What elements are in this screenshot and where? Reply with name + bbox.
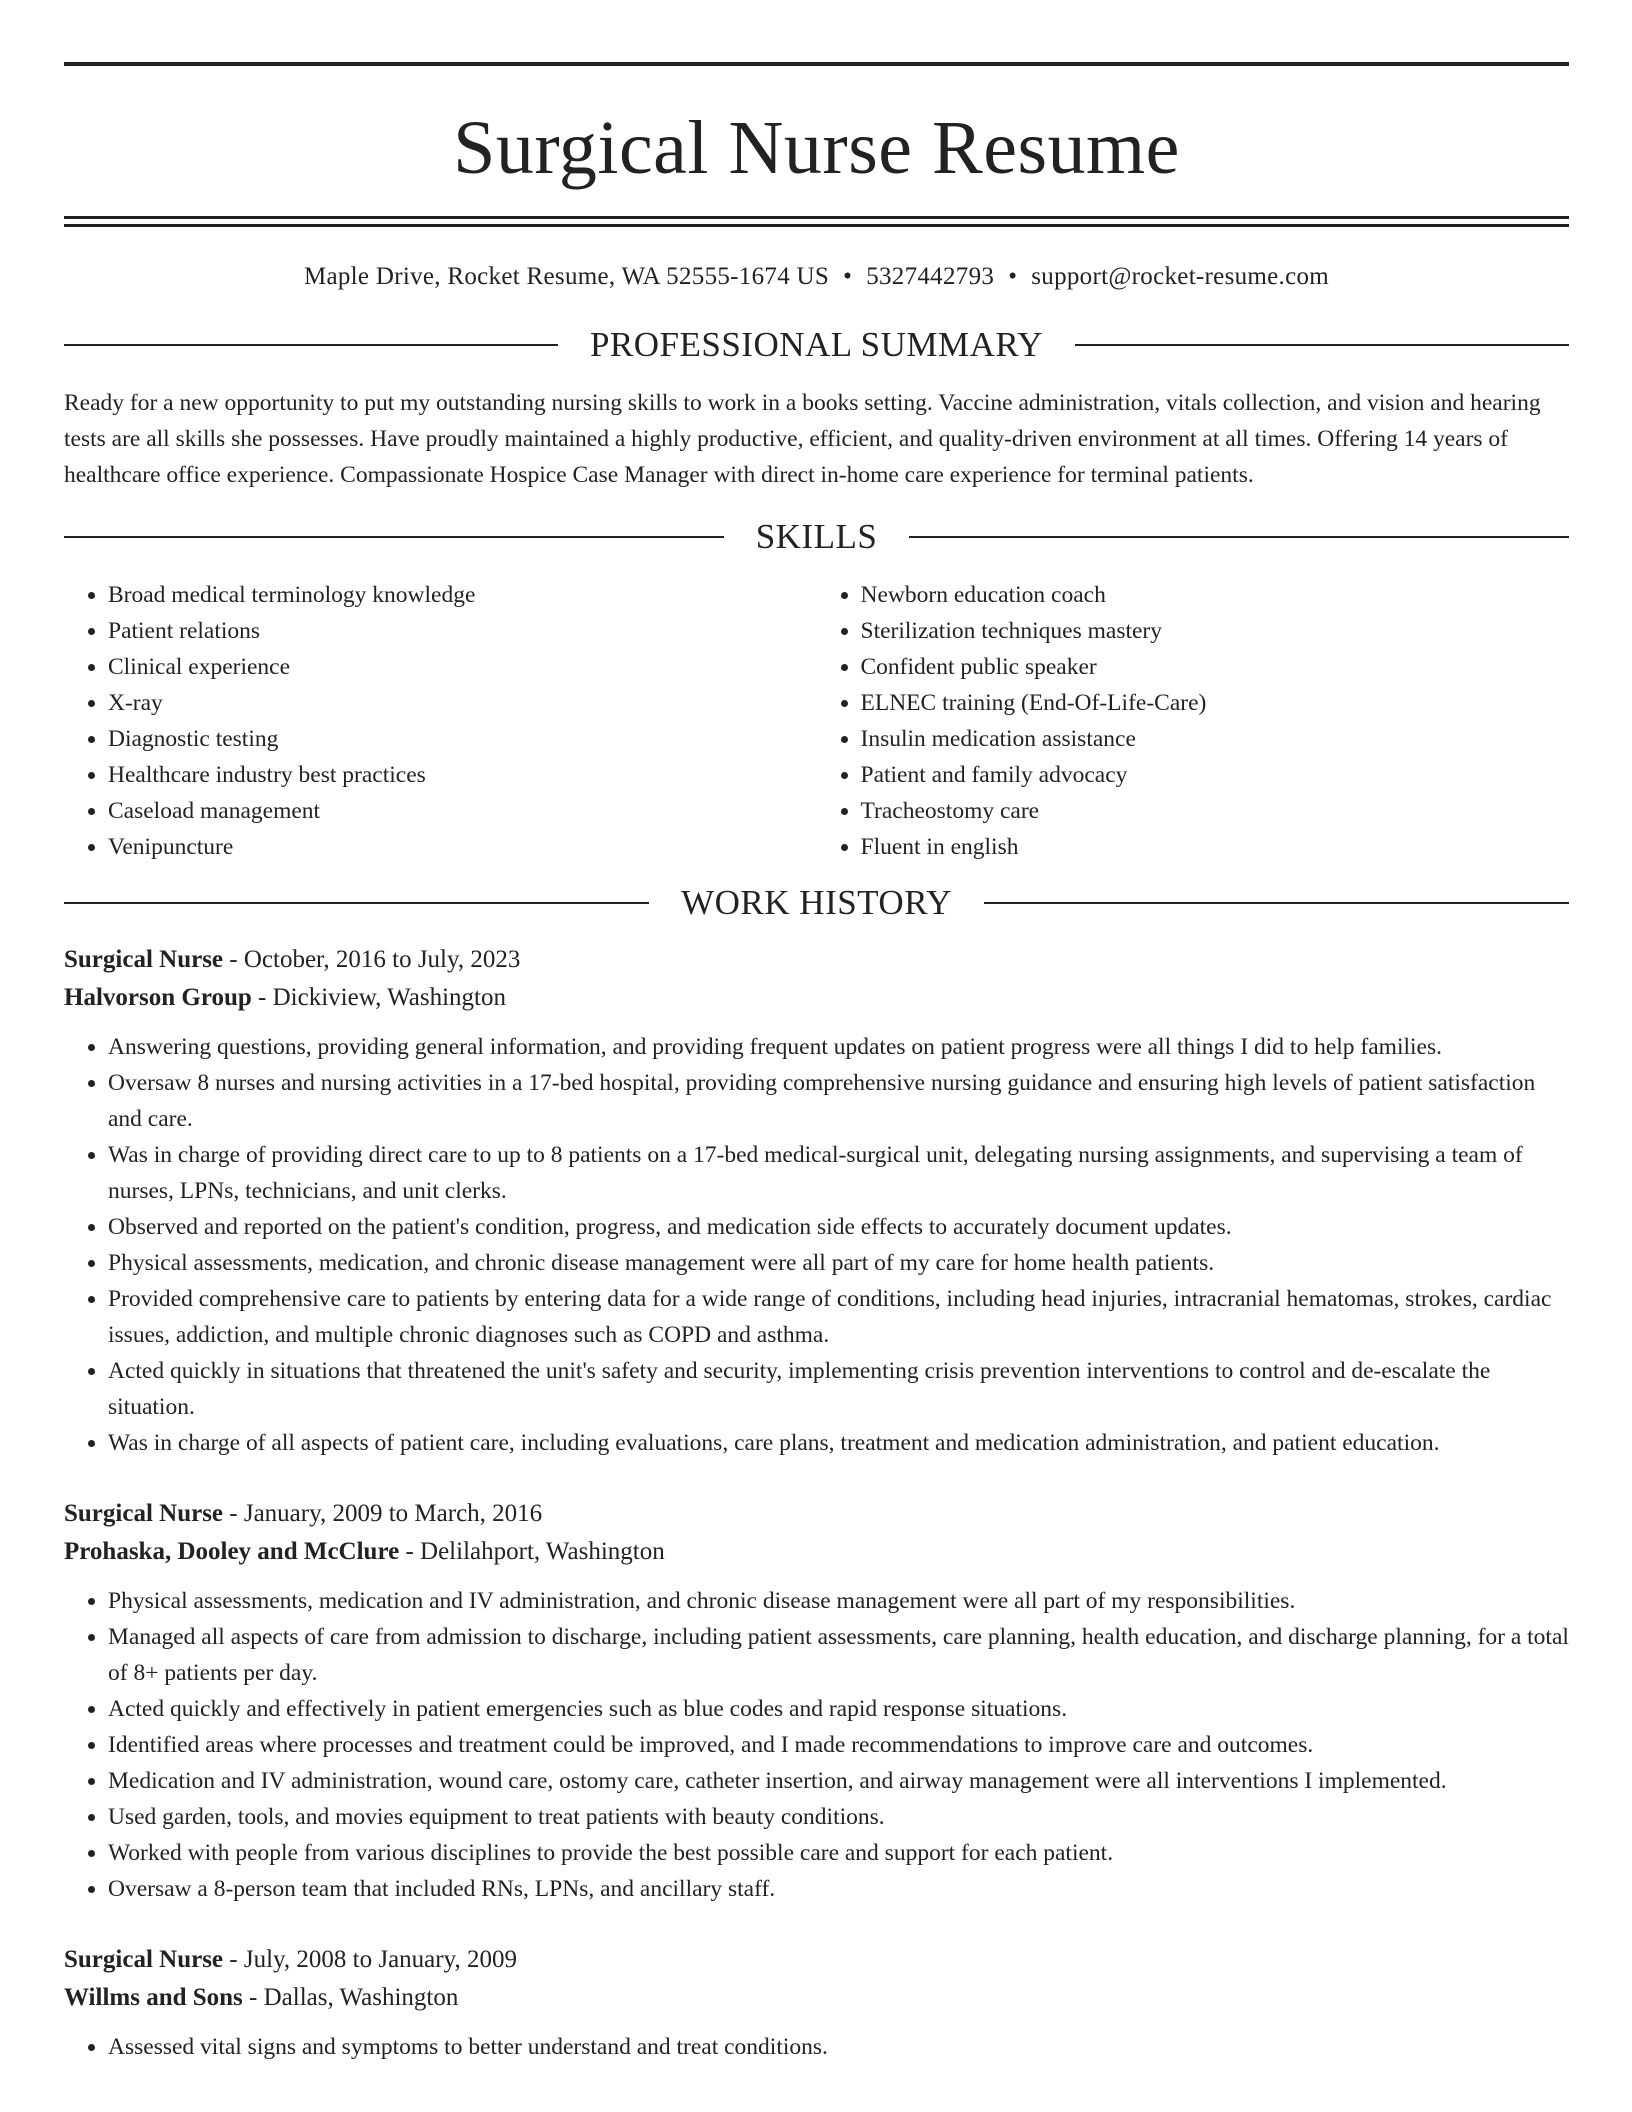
skill-item: • Caseload management (108, 793, 817, 829)
job-bullet: • Used garden, tools, and movies equipment to treat patients with beauty conditions. (108, 1799, 1569, 1835)
heading-rule-right (1075, 344, 1569, 346)
job-dates: - October, 2016 to July, 2023 (223, 946, 521, 973)
job-bullet: • Answering questions, providing general information, and providing frequent updates on patient progress were all things I did to help families. (108, 1029, 1569, 1065)
skill-item: • Tracheostomy care (861, 793, 1570, 829)
skill-item: • Newborn education coach (861, 577, 1570, 613)
job-title: Surgical Nurse (64, 1500, 224, 1527)
skill-item: • ELNEC training (End-Of-Life-Care) (861, 685, 1570, 721)
job-bullets (64, 1029, 1569, 1461)
job-bullets (64, 1583, 1569, 1907)
job-bullet: • Physical assessments, medication and IV administration, and chronic disease management were all part of my responsibilities. (108, 1583, 1569, 1619)
title-double-rule (64, 216, 1569, 227)
job-entry (64, 941, 1569, 1461)
skill-item: • Confident public speaker (861, 649, 1570, 685)
job-title-line (64, 1941, 1569, 1979)
summary-text: Ready for a new opportunity to put my outstanding nursing skills to work in a books setting. Vaccine administration, vitals collection, and vision and hearing tests are all skills she possesses. Have proudly maintained a highly productive, efficient, and quality-driven environment at all times. Offering 14 years of healthcare office experience. Compassionate Hospice Case Manager with direct in-home care experience for terminal patients. (64, 390, 1541, 488)
job-location: - Dallas, Washington (242, 1984, 459, 2011)
job-bullet: • Was in charge of providing direct care to up to 8 patients on a 17-bed medical-surgical unit, delegating nursing assignments, and supervising a team of nurses, LPNs, technicians, and unit clerks. (108, 1137, 1569, 1209)
job-company: Willms and Sons (64, 1984, 243, 2011)
job-bullet: • Medication and IV administration, wound care, ostomy care, catheter insertion, and airway management were all interventions I implemented. (108, 1763, 1569, 1799)
heading-rule-left (64, 344, 558, 346)
job-company-line (64, 1533, 1569, 1571)
resume-page (64, 62, 1569, 2065)
skills-columns (64, 577, 1569, 865)
job-company: Prohaska, Dooley and McClure (64, 1538, 400, 1565)
job-company-line (64, 979, 1569, 1017)
job-bullet: • Was in charge of all aspects of patient care, including evaluations, care plans, treatment and medication administration, and patient education. (108, 1425, 1569, 1461)
contact-address: Maple Drive, Rocket Resume, WA 52555-1674 US (303, 263, 830, 290)
skill-item: • Insulin medication assistance (861, 721, 1570, 757)
skill-item: • Healthcare industry best practices (108, 757, 817, 793)
skills-list-right (817, 577, 1570, 865)
job-bullet: • Assessed vital signs and symptoms to better understand and treat conditions. (108, 2029, 1569, 2065)
heading-rule-left (64, 902, 649, 904)
job-bullet: • Observed and reported on the patient's condition, progress, and medication side effects to accurately document updates. (108, 1209, 1569, 1245)
job-company: Halvorson Group (64, 984, 252, 1011)
contact-separator: • (843, 263, 853, 290)
contact-phone: 5327442793 (866, 263, 995, 290)
skill-item: • Broad medical terminology knowledge (108, 577, 817, 613)
skill-item: • Fluent in english (861, 829, 1570, 865)
job-location: - Dickiview, Washington (251, 984, 506, 1011)
skills-heading-label: SKILLS (755, 517, 878, 556)
job-dates: - January, 2009 to March, 2016 (223, 1500, 543, 1527)
job-title: Surgical Nurse (64, 1946, 224, 1973)
job-bullet: • Identified areas where processes and treatment could be improved, and I made recommendations to improve care and outcomes. (108, 1727, 1569, 1763)
contact-email: support@rocket-resume.com (1031, 263, 1330, 290)
job-bullet: • Physical assessments, medication, and chronic disease management were all part of my care for home health patients. (108, 1245, 1569, 1281)
skill-item: • Patient and family advocacy (861, 757, 1570, 793)
job-entry (64, 1941, 1569, 2065)
job-bullets (64, 2029, 1569, 2065)
contact-line (64, 261, 1569, 293)
job-bullet: • Acted quickly in situations that threatened the unit's safety and security, implementing crisis prevention interventions to control and de-escalate the situation. (108, 1353, 1569, 1425)
skill-item: • Diagnostic testing (108, 721, 817, 757)
job-bullet: • Oversaw 8 nurses and nursing activities in a 17-bed hospital, providing comprehensive nursing guidance and ensuring high levels of patient satisfaction and care. (108, 1065, 1569, 1137)
job-bullet: • Managed all aspects of care from admission to discharge, including patient assessments, care planning, health education, and discharge planning, for a total of 8+ patients per day. (108, 1619, 1569, 1691)
skill-item: • Patient relations (108, 613, 817, 649)
skill-item: • Clinical experience (108, 649, 817, 685)
skills-list-left (64, 577, 817, 865)
job-title-line (64, 1495, 1569, 1533)
job-dates: - July, 2008 to January, 2009 (223, 1946, 517, 1973)
skill-item: • X-ray (108, 685, 817, 721)
skills-section-heading (64, 515, 1569, 559)
job-bullet: • Provided comprehensive care to patients by entering data for a wide range of conditions, including head injuries, intracranial hematomas, strokes, cardiac issues, addiction, and multiple chronic diagnoses such as COPD and asthma. (108, 1281, 1569, 1353)
skill-item: • Venipuncture (108, 829, 817, 865)
job-company-line (64, 1979, 1569, 2017)
top-rule (64, 62, 1569, 66)
skill-item: • Sterilization techniques mastery (861, 613, 1570, 649)
heading-rule-right (909, 536, 1569, 538)
job-location: - Delilahport, Washington (399, 1538, 665, 1565)
resume-title: Surgical Nurse Resume (453, 106, 1180, 190)
heading-rule-right (984, 902, 1569, 904)
heading-rule-left (64, 536, 724, 538)
job-bullet: • Acted quickly and effectively in patient emergencies such as blue codes and rapid response situations. (108, 1691, 1569, 1727)
job-title-line (64, 941, 1569, 979)
job-bullet: • Oversaw a 8-person team that included RNs, LPNs, and ancillary staff. (108, 1871, 1569, 1907)
contact-separator: • (1008, 263, 1018, 290)
work-section-heading (64, 881, 1569, 925)
job-bullet: • Worked with people from various disciplines to provide the best possible care and support for each patient. (108, 1835, 1569, 1871)
summary-section-heading (64, 323, 1569, 367)
job-title: Surgical Nurse (64, 946, 224, 973)
summary-heading-label: PROFESSIONAL SUMMARY (589, 325, 1044, 364)
work-heading-label: WORK HISTORY (681, 883, 952, 922)
job-entry (64, 1495, 1569, 1907)
